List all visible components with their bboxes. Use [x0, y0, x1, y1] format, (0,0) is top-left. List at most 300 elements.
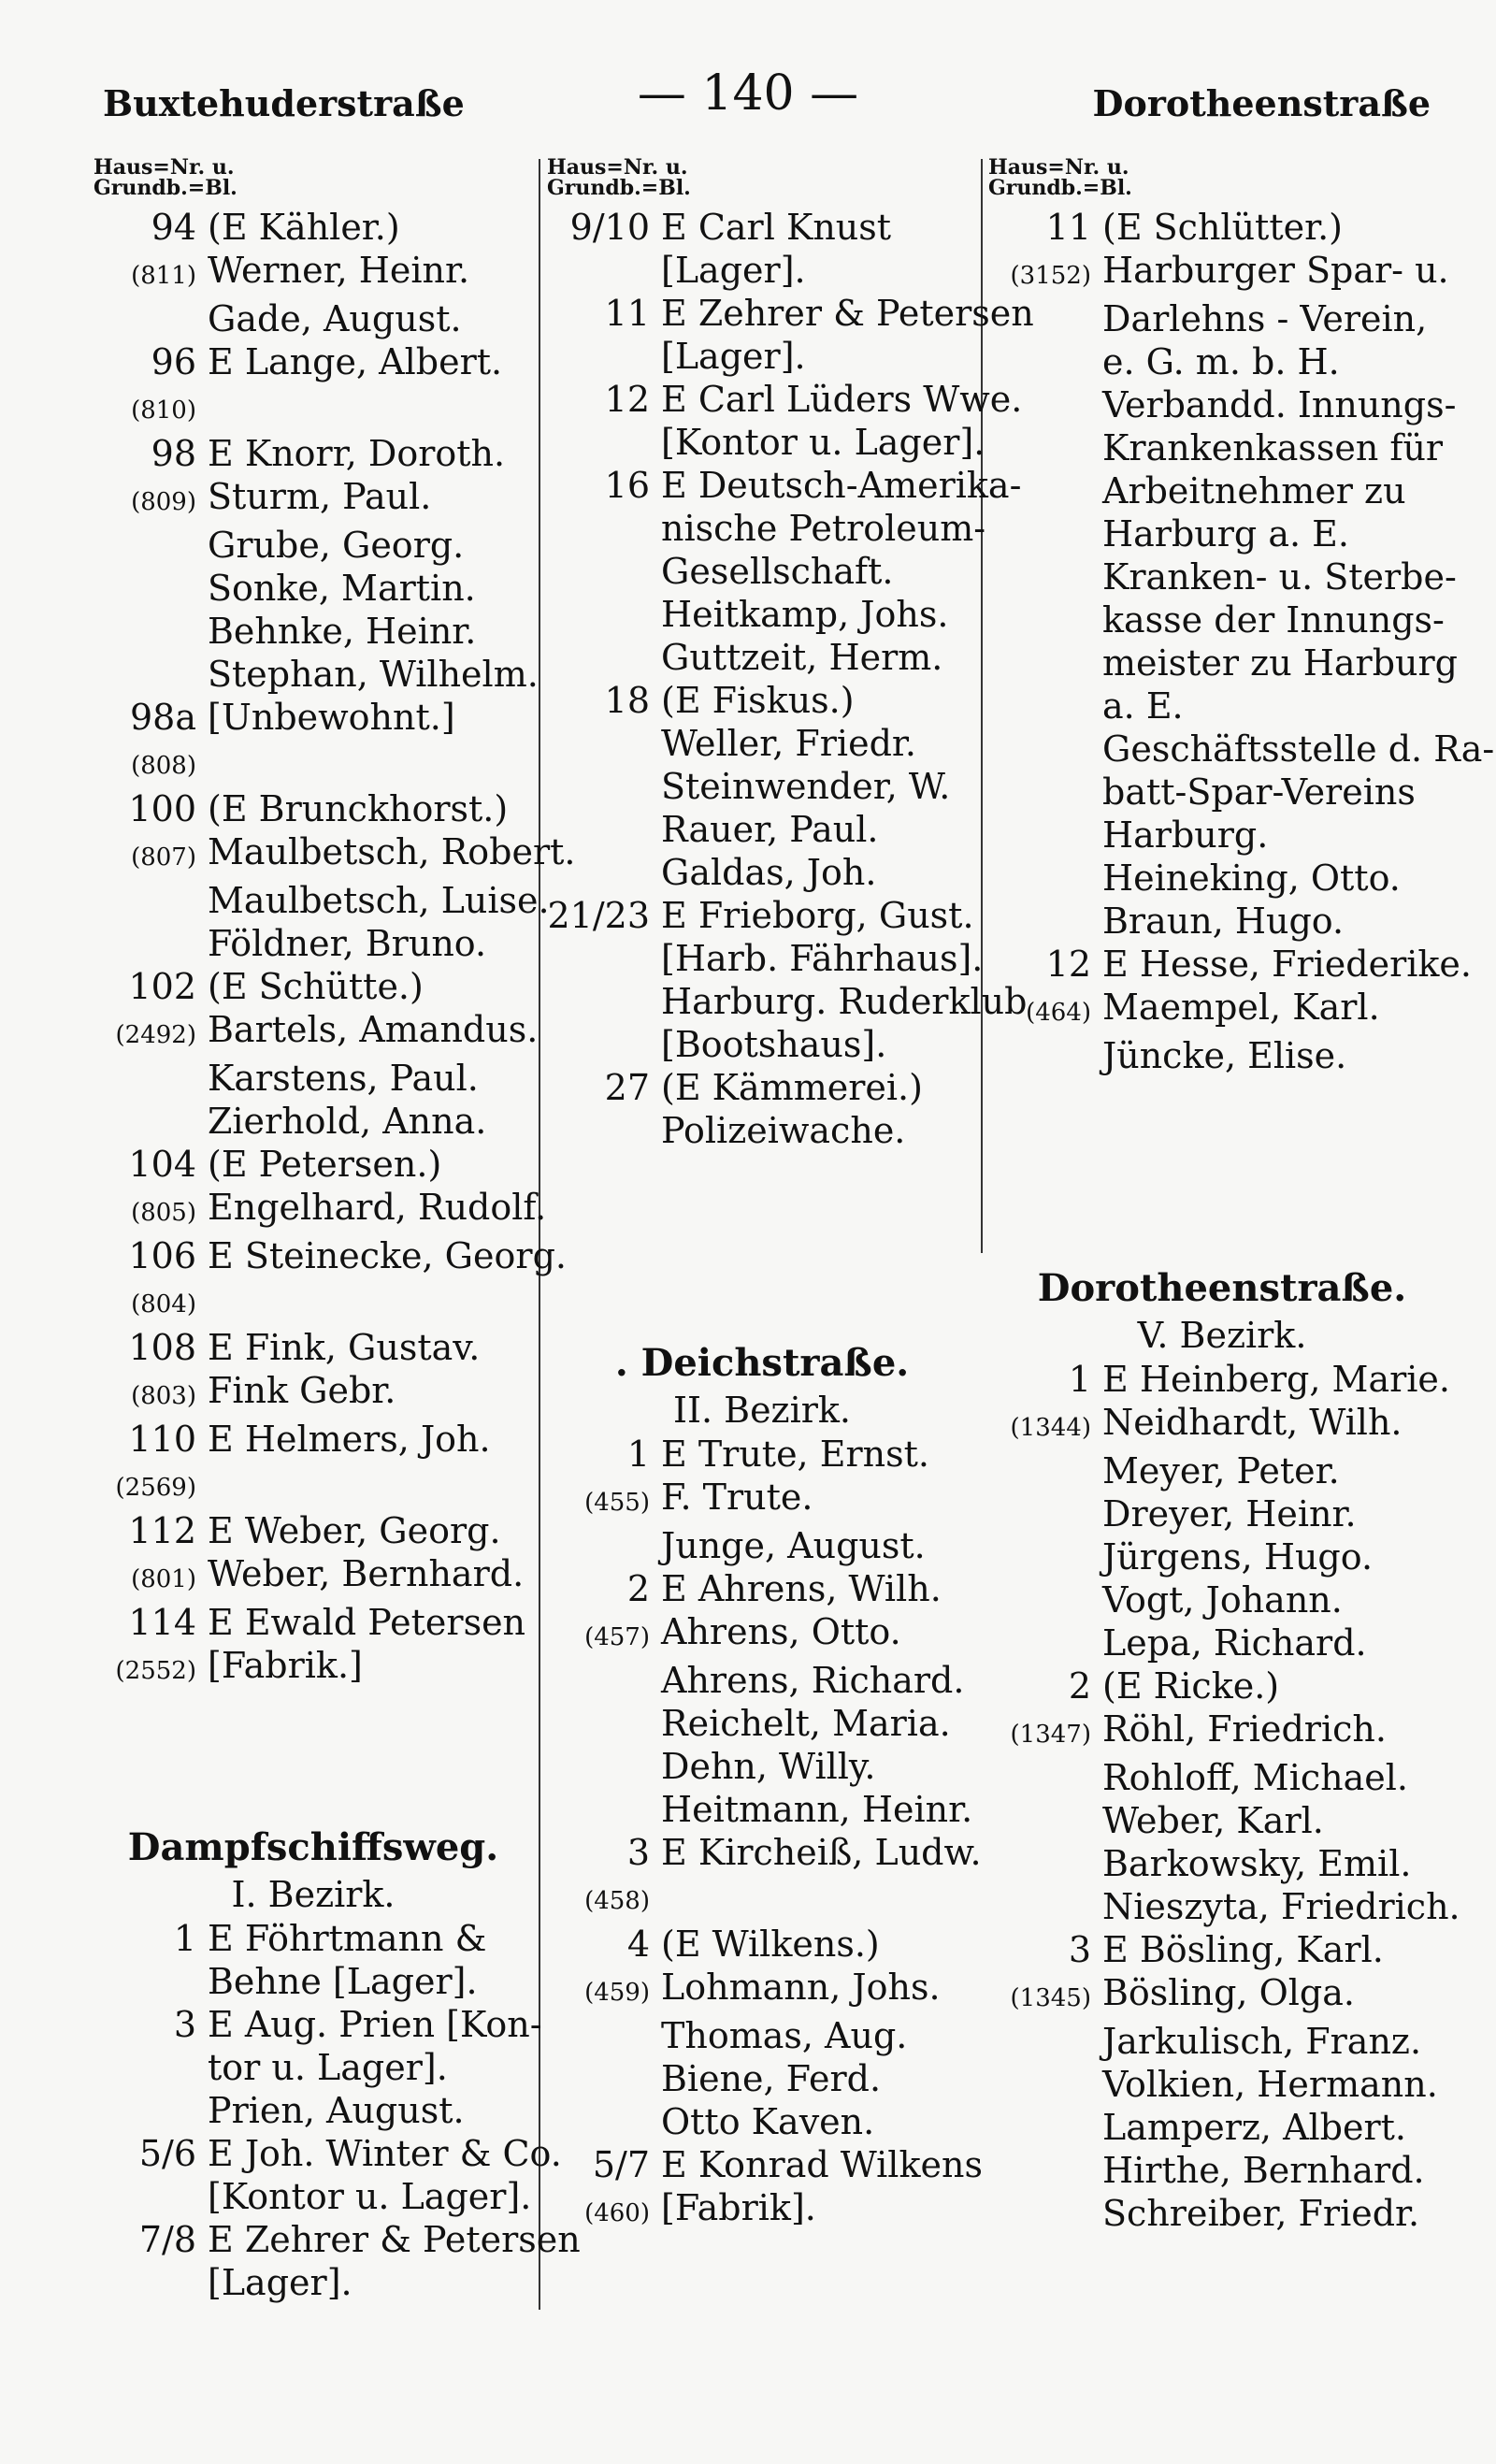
house-number: 102: [128, 966, 196, 1007]
column-header: [547, 157, 977, 198]
house-number: [988, 1535, 1102, 1578]
entry-text: (E Kämmerei.): [661, 1067, 923, 1108]
house-number: (810): [131, 396, 196, 425]
entry-text: E Steinecke, Georg.: [208, 1235, 567, 1276]
entry-text: [Unbewohnt.]: [208, 697, 455, 738]
entry-row: [547, 1567, 977, 1610]
entry-row: [547, 765, 977, 808]
entry-row: [547, 722, 977, 765]
entry-text: [661, 1874, 977, 1923]
house-number: [94, 297, 208, 340]
entry-text: kasse der Innungs-: [1102, 599, 1445, 641]
house-number: 94: [151, 207, 196, 248]
district-label: V. Bezirk.: [1137, 1315, 1307, 1356]
house-number: [547, 550, 661, 593]
entry-row: [988, 900, 1456, 943]
entry-text: Dehn, Willy.: [661, 1746, 876, 1787]
entry-row: [988, 1535, 1456, 1578]
entry-text: E Carl Knust: [661, 207, 892, 248]
page-number: — 140 —: [637, 65, 859, 122]
entry-row: [547, 1874, 977, 1923]
house-number: [988, 2106, 1102, 2149]
entry-row: [988, 814, 1456, 857]
house-number: 3: [1068, 1929, 1091, 1970]
entry-text: E Föhrtmann &: [208, 1918, 487, 1959]
house-number: [988, 469, 1102, 512]
house-number: [547, 2100, 661, 2143]
entry-text: a. E.: [1102, 685, 1184, 727]
house-number: (3152): [1010, 262, 1091, 290]
house-number: 27: [604, 1067, 650, 1108]
house-number: 11: [1045, 207, 1091, 248]
house-number: (1345): [1010, 1984, 1091, 2012]
entry-list: [547, 1433, 983, 2235]
entry-text: Sonke, Martin.: [208, 568, 476, 609]
entry-list: [94, 206, 576, 1693]
entry-text: E Deutsch-Amerika-: [661, 465, 1022, 506]
house-number: 106: [128, 1235, 196, 1276]
entry-text: Lohmann, Johs.: [661, 1967, 941, 2008]
entry-text: Stephan, Wilhelm.: [208, 654, 539, 695]
house-number: [547, 636, 661, 679]
entry-text: meister zu Harburg: [1102, 642, 1458, 684]
entry-text: Arbeitnehmer zu: [1102, 470, 1406, 512]
house-number: 1: [1068, 1359, 1091, 1400]
entry-row: [547, 1433, 977, 1476]
entry-text: Jarkulisch, Franz.: [1102, 2021, 1422, 2062]
house-number: (460): [584, 2199, 650, 2227]
entry-text: (E Kähler.): [208, 207, 400, 248]
entry-row: [988, 1971, 1456, 2020]
house-number: [988, 2149, 1102, 2192]
entry-text: (E Ricke.): [1102, 1665, 1280, 1707]
entry-text: [Lager].: [661, 250, 806, 291]
entry-row: [94, 340, 533, 383]
entry-row: [547, 1659, 977, 1702]
house-number: 3: [173, 2004, 196, 2045]
house-number: [988, 2020, 1102, 2063]
entry-row: [988, 206, 1456, 249]
column-header-line: Haus=Nr. u.: [547, 155, 688, 180]
house-number: [547, 507, 661, 550]
house-number: [988, 1621, 1102, 1664]
entry-row: [94, 1326, 533, 1369]
house-number: [94, 2261, 208, 2304]
entry-row: [94, 2175, 533, 2218]
house-number: (809): [131, 488, 196, 516]
house-number: 96: [151, 341, 196, 382]
house-number: [94, 879, 208, 922]
entry-text: Heitmann, Heinr.: [661, 1789, 973, 1830]
entry-row: [547, 464, 1022, 507]
entry-text: Karstens, Paul.: [208, 1058, 479, 1099]
running-head-right: Dorotheenstraße: [1092, 82, 1431, 124]
column-1: [94, 155, 581, 2304]
entry-text: E Knorr, Doroth.: [208, 433, 506, 474]
entry-text: Steinwender, W.: [661, 766, 951, 807]
entry-text: E Weber, Georg.: [208, 1510, 501, 1551]
entry-text: Dreyer, Heinr.: [1102, 1493, 1357, 1535]
entry-row: [988, 383, 1456, 426]
entry-text: (E Wilkens.): [661, 1924, 880, 1965]
house-number: 100: [128, 788, 196, 829]
entry-text: E Helmers, Joh.: [208, 1419, 491, 1460]
entry-row: [988, 943, 1472, 986]
house-number: [988, 1578, 1102, 1621]
entry-row: [94, 610, 533, 653]
house-number: [94, 610, 208, 653]
house-number: [547, 937, 661, 980]
entry-text: Maulbetsch, Robert.: [208, 831, 576, 872]
entry-row: [988, 555, 1456, 598]
entry-row: [547, 1831, 982, 1874]
entry-text: E Zehrer & Petersen: [208, 2219, 581, 2260]
house-number: [988, 555, 1102, 598]
house-number: 7/8: [138, 2219, 196, 2260]
entry-row: [94, 1552, 533, 1601]
entry-text: E Carl Lüders Wwe.: [661, 379, 1023, 420]
entry-text: Zierhold, Anna.: [208, 1101, 487, 1142]
house-number: [988, 1756, 1102, 1799]
house-number: 4: [626, 1924, 650, 1965]
entry-text: Volkien, Hermann.: [1102, 2064, 1438, 2105]
house-number: 108: [128, 1327, 196, 1368]
entry-text: Junge, August.: [661, 1525, 926, 1566]
entry-row: [988, 249, 1456, 297]
entry-list: [547, 206, 1034, 1152]
house-number: (808): [131, 752, 196, 780]
column-header-line: Grundb.=Bl.: [94, 176, 237, 200]
entry-text: Weller, Friedr.: [661, 723, 916, 764]
house-number: [94, 1100, 208, 1143]
house-number: [988, 512, 1102, 555]
entry-row: [547, 1702, 977, 1745]
house-number: 3: [626, 1832, 650, 1873]
house-number: [988, 1799, 1102, 1842]
entry-text: E Aug. Prien [Kon-: [208, 2004, 542, 2045]
entry-text: [Lager].: [208, 2262, 352, 2303]
entry-row: [94, 475, 533, 524]
entry-row: [94, 1369, 533, 1418]
entry-row: [547, 593, 977, 636]
house-number: [988, 641, 1102, 684]
entry-row: [94, 1186, 547, 1234]
house-number: (804): [131, 1290, 196, 1318]
house-number: [988, 2063, 1102, 2106]
house-number: 1: [626, 1434, 650, 1475]
house-number: (458): [584, 1887, 650, 1915]
entry-text: Kranken- u. Sterbe-: [1102, 556, 1457, 598]
entry-row: [988, 2020, 1456, 2063]
entry-row: [988, 512, 1456, 555]
entry-row: [94, 922, 533, 965]
entry-text: Lepa, Richard.: [1102, 1622, 1367, 1664]
entry-row: [547, 679, 977, 722]
house-number: (807): [131, 843, 196, 872]
entry-text: (E Brunckhorst.): [208, 788, 509, 829]
entry-text: E Fink, Gustav.: [208, 1327, 481, 1368]
entry-row: [547, 1745, 977, 1788]
entry-row: [547, 249, 977, 292]
entry-row: [94, 2218, 581, 2261]
entry-row: [988, 1842, 1456, 1885]
entry-row: [547, 378, 1023, 421]
entry-text: [Fabrik.]: [208, 1645, 363, 1686]
entry-text: (E Fiskus.): [661, 680, 855, 721]
entry-row: [988, 1928, 1456, 1971]
entry-text: Jürgens, Hugo.: [1102, 1536, 1374, 1578]
entry-text: [208, 383, 533, 432]
entry-row: [988, 1664, 1456, 1708]
house-number: [94, 2046, 208, 2089]
entry-text: Weber, Karl.: [1102, 1800, 1324, 1841]
house-number: (459): [584, 1979, 650, 2007]
entry-row: [94, 432, 533, 475]
house-number: [547, 249, 661, 292]
house-number: [547, 1659, 661, 1702]
entry-text: Verbandd. Innungs-: [1102, 384, 1457, 425]
entry-text: [208, 739, 533, 787]
house-number: [547, 1745, 661, 1788]
entry-text: (E Schütte.): [208, 966, 424, 1007]
entry-text: [208, 1461, 533, 1509]
entry-text: Fink Gebr.: [208, 1370, 396, 1411]
entry-row: [988, 771, 1456, 814]
entry-text: E Heinberg, Marie.: [1102, 1359, 1450, 1400]
house-number: [547, 421, 661, 464]
entry-row: [94, 1601, 533, 1644]
entry-text: Grube, Georg.: [208, 525, 465, 566]
entry-row: [547, 1066, 977, 1109]
entry-text: Rohloff, Michael.: [1102, 1757, 1408, 1798]
entry-text: [Fabrik].: [661, 2187, 816, 2228]
house-number: [94, 2175, 208, 2218]
entry-row: [988, 426, 1456, 469]
entry-row: [988, 1034, 1456, 1077]
house-number: [547, 1524, 661, 1567]
entry-row: [988, 1401, 1456, 1449]
entry-text: E Hesse, Friederike.: [1102, 944, 1472, 985]
entry-row: [547, 335, 977, 378]
house-number: [547, 1702, 661, 1745]
entry-text: Harburg.: [1102, 814, 1269, 856]
house-number: (457): [584, 1623, 650, 1651]
entry-row: [988, 2192, 1456, 2235]
entry-text: tor u. Lager].: [208, 2047, 448, 2088]
entry-row: [94, 524, 533, 567]
entry-row: [988, 1756, 1456, 1799]
entry-row: [547, 1610, 977, 1659]
house-number: 2: [1068, 1665, 1091, 1707]
house-number: [988, 814, 1102, 857]
entry-row: [988, 469, 1456, 512]
house-number: [547, 1023, 661, 1066]
entry-row: [94, 2003, 542, 2046]
entry-row: [94, 1418, 533, 1461]
section-title: . Deichstraße.: [614, 1341, 910, 1385]
house-number: [988, 1449, 1102, 1492]
entry-text: Vogt, Johann.: [1102, 1579, 1343, 1621]
entry-text: batt-Spar-Vereins: [1102, 771, 1416, 813]
entry-row: [94, 383, 533, 432]
entry-text: E Joh. Winter & Co.: [208, 2133, 562, 2174]
entry-row: [94, 1008, 539, 1057]
column-header: [988, 157, 1456, 198]
entry-row: [547, 2014, 977, 2057]
entry-text: e. G. m. b. H.: [1102, 341, 1340, 382]
entry-row: [94, 1509, 533, 1552]
entry-text: Werner, Heinr.: [208, 250, 470, 291]
entry-row: [988, 2106, 1456, 2149]
house-number: [988, 771, 1102, 814]
house-number: 98a: [129, 697, 196, 738]
column-2: [547, 155, 1034, 2235]
house-number: [94, 922, 208, 965]
entry-row: [988, 1885, 1460, 1928]
house-number: [547, 808, 661, 851]
entry-text: Barkowsky, Emil.: [1102, 1843, 1412, 1884]
entry-text: Braun, Hugo.: [1102, 901, 1345, 942]
entry-row: [988, 598, 1456, 641]
entry-text: E Kircheiß, Ludw.: [661, 1832, 982, 1873]
house-number: [988, 426, 1102, 469]
entry-row: [94, 1644, 533, 1693]
house-number: [547, 2057, 661, 2100]
entry-text: E Trute, Ernst.: [661, 1434, 929, 1475]
entry-row: [94, 1100, 533, 1143]
entry-row: [988, 2149, 1456, 2192]
house-number: [988, 857, 1102, 900]
entry-text: (E Petersen.): [208, 1144, 442, 1185]
entry-text: Gesellschaft.: [661, 551, 894, 592]
column-3: [988, 155, 1495, 2235]
entry-list: [94, 1917, 581, 2304]
house-number: [988, 684, 1102, 728]
entry-text: Harburg. Ruderklub: [661, 981, 1028, 1022]
entry-text: E Konrad Wilkens: [661, 2144, 983, 2185]
entry-text: Neidhardt, Wilh.: [1102, 1402, 1402, 1443]
entry-row: [547, 2186, 977, 2235]
house-number: 21/23: [547, 895, 650, 936]
entry-row: [988, 641, 1456, 684]
entry-text: nische Petroleum-: [661, 508, 986, 549]
entry-row: [547, 2100, 977, 2143]
entry-text: Engelhard, Rudolf.: [208, 1187, 547, 1228]
entry-row: [94, 1057, 533, 1100]
entry-row: [988, 2063, 1456, 2106]
entry-row: [94, 879, 550, 922]
house-number: (805): [131, 1199, 196, 1227]
entry-text: [Harb. Fährhaus].: [661, 938, 984, 979]
entry-row: [94, 2132, 562, 2175]
house-number: (801): [131, 1565, 196, 1593]
entry-text: [Kontor u. Lager].: [661, 422, 985, 463]
entry-row: [547, 636, 977, 679]
entry-text: [208, 1277, 533, 1326]
entry-text: Otto Kaven.: [661, 2101, 875, 2142]
house-number: [988, 340, 1102, 383]
house-number: [94, 1960, 208, 2003]
entry-text: Heineking, Otto.: [1102, 857, 1401, 899]
house-number: [988, 297, 1102, 340]
entry-text: Bartels, Amandus.: [208, 1009, 539, 1050]
entry-text: [Bootshaus].: [661, 1024, 887, 1065]
entry-row: [547, 1923, 977, 1966]
house-number: 2: [626, 1568, 650, 1609]
entry-row: [94, 1960, 533, 2003]
entry-text: Lamperz, Albert.: [1102, 2107, 1407, 2148]
house-number: [988, 1492, 1102, 1535]
entry-text: Bösling, Olga.: [1102, 1972, 1355, 2013]
entry-text: Gade, August.: [208, 298, 462, 339]
entry-text: Földner, Bruno.: [208, 923, 487, 964]
house-number: 98: [151, 433, 196, 474]
entry-row: [988, 1492, 1456, 1535]
entry-row: [94, 1917, 533, 1960]
entry-row: [94, 1143, 533, 1186]
house-number: [988, 728, 1102, 771]
entry-text: Darlehns - Verein,: [1102, 298, 1428, 339]
entry-text: F. Trute.: [661, 1477, 813, 1518]
entry-row: [94, 1277, 533, 1326]
entry-row: [547, 292, 1034, 335]
entry-row: [547, 1023, 977, 1066]
house-number: [547, 980, 661, 1023]
entry-row: [988, 684, 1456, 728]
entry-text: Nieszyta, Friedrich.: [1102, 1886, 1460, 1927]
house-number: (455): [584, 1489, 650, 1517]
entry-text: [Kontor u. Lager].: [208, 2176, 532, 2217]
entry-row: [94, 739, 533, 787]
entry-row: [547, 851, 977, 894]
house-number: (2492): [115, 1021, 196, 1049]
entry-row: [988, 1358, 1456, 1401]
house-number: 110: [128, 1419, 196, 1460]
house-number: [988, 1885, 1102, 1928]
house-number: 12: [604, 379, 650, 420]
entry-row: [94, 2261, 533, 2304]
entry-row: [547, 1476, 977, 1524]
entry-row: [547, 507, 986, 550]
house-number: [547, 1788, 661, 1831]
house-number: [547, 1109, 661, 1152]
house-number: [547, 2014, 661, 2057]
entry-row: [94, 696, 533, 739]
house-number: 9/10: [569, 207, 650, 248]
entry-row: [547, 1788, 977, 1831]
section-title: Dampfschiffsweg.: [127, 1825, 499, 1869]
entry-row: [988, 986, 1456, 1034]
house-number: [94, 524, 208, 567]
entry-text: Röhl, Friedrich.: [1102, 1708, 1387, 1750]
house-number: 114: [128, 1602, 196, 1643]
house-number: 18: [604, 680, 650, 721]
district-label: I. Bezirk.: [231, 1874, 396, 1915]
entry-text: Geschäftsstelle d. Ra-: [1102, 728, 1495, 770]
house-number: (803): [131, 1382, 196, 1410]
entry-text: Weber, Bernhard.: [208, 1553, 525, 1594]
entry-row: [94, 567, 533, 610]
entry-text: Harburger Spar- u.: [1102, 250, 1449, 291]
entry-row: [94, 2089, 533, 2132]
entry-list: [988, 206, 1495, 1077]
running-head-left: Buxtehuderstraße: [103, 82, 465, 124]
entry-row: [547, 808, 977, 851]
entry-text: Biene, Ferd.: [661, 2058, 882, 2099]
entry-text: Reichelt, Maria.: [661, 1703, 951, 1744]
house-number: 1: [173, 1918, 196, 1959]
entry-text: Behnke, Heinr.: [208, 611, 477, 652]
